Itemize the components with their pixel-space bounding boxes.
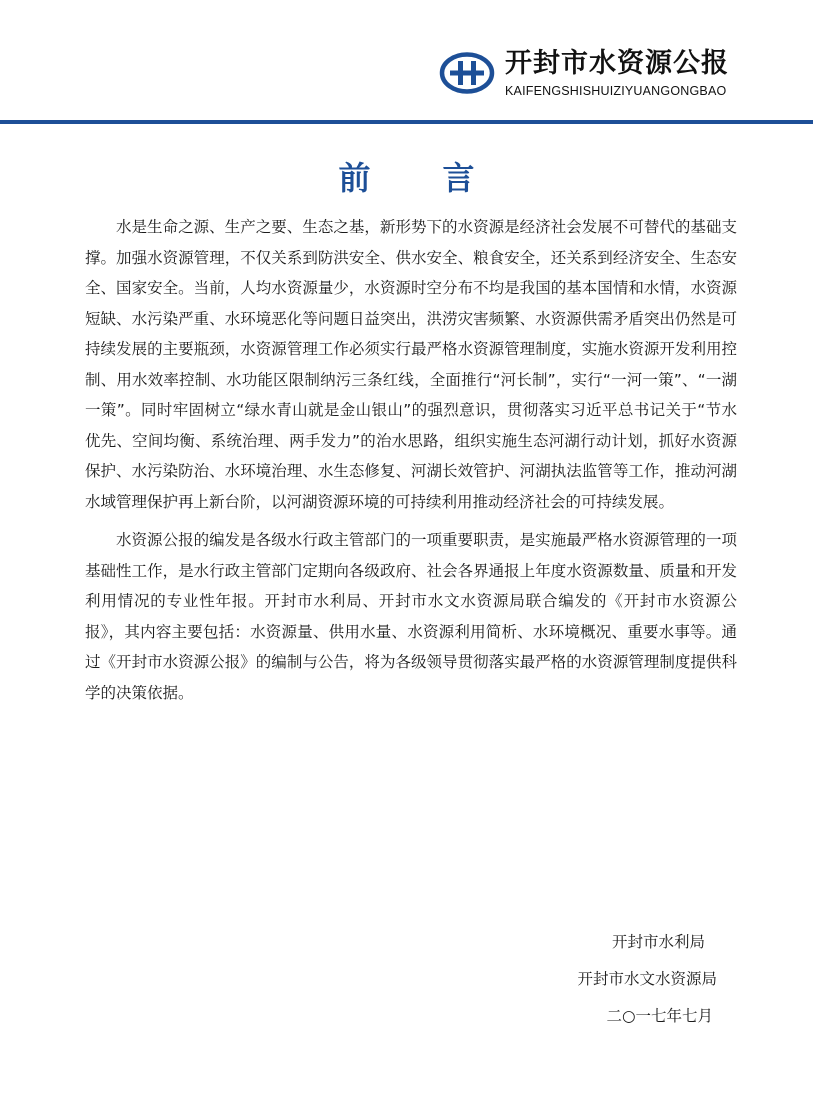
signature-org-water-bureau: 开封市水利局 — [611, 933, 705, 951]
signature-org-hydrology-bureau: 开封市水文水资源局 — [577, 970, 717, 988]
page-title-char-2: 言 — [442, 159, 475, 197]
preface-paragraph-1: 水是生命之源、生产之要、生态之基，新形势下的水资源是经济社会发展不可替代的基础支撑。加强水资源管理，不仅关系到防洪安全、供水安全、粮食安全，还关系到经济安全、生态安全、国家安全。当前，人均水资源量少，水资源时空分布不均是我国的基本国情和水情，水资源短缺、水污染严重、水环境恶化等问题日益突出，洪涝灾害频繁、水资源供需矛盾突出仍然是可持续发展的主要瓶颈，水资源管理工作必须实行最严格水资源管理制度，实施水资源开发利用控制、用水效率控制、水功能区限制纳污三条红线，全面推行“河长制”，实行“一河一策”、“一湖一策”。同时牢固树立“绿水青山就是金山银山”的强烈意识，贯彻落实习近平总书记关于“节水优先、空间均衡、系统治理、两手发力”的治水思路，组织实施生态河湖行动计划，抓好水资源保护、水污染防治、水环境治理、水生态修复、河湖长效管护、河湖执法监管等工作，推动河湖水域管理保护再上新台阶，以河湖资源环境的可持续利用推动经济社会的可持续发展。 — [85, 218, 737, 511]
header-divider — [0, 120, 813, 124]
preface-body — [85, 212, 737, 716]
signature-block — [577, 924, 717, 1035]
report-header — [0, 0, 813, 124]
signature-date: 二○一七年七月 — [606, 1007, 713, 1025]
report-brand-title: 开封市水资源公报 — [505, 48, 729, 79]
water-resources-logo-icon — [438, 51, 496, 95]
report-brand-subtitle: KAIFENGSHISHUIZIYUANGONGBAO — [505, 84, 727, 98]
preface-paragraph-2: 水资源公报的编发是各级水行政主管部门的一项重要职责，是实施最严格水资源管理的一项基础性工作，是水行政主管部门定期向各级政府、社会各界通报上年度水资源数量、质量和开发利用情况的专业性年报。开封市水利局、开封市水文水资源局联合编发的《开封市水资源公报》，其内容主要包括：水资源量、供用水量、水资源利用简析、水环境概况、重要水事等。通过《开封市水资源公报》的编制与公告，将为各级领导贯彻落实最严格的水资源管理制度提供科学的决策依据。 — [85, 531, 737, 702]
page-title — [0, 158, 813, 198]
page-title-char-1: 前 — [338, 159, 371, 197]
